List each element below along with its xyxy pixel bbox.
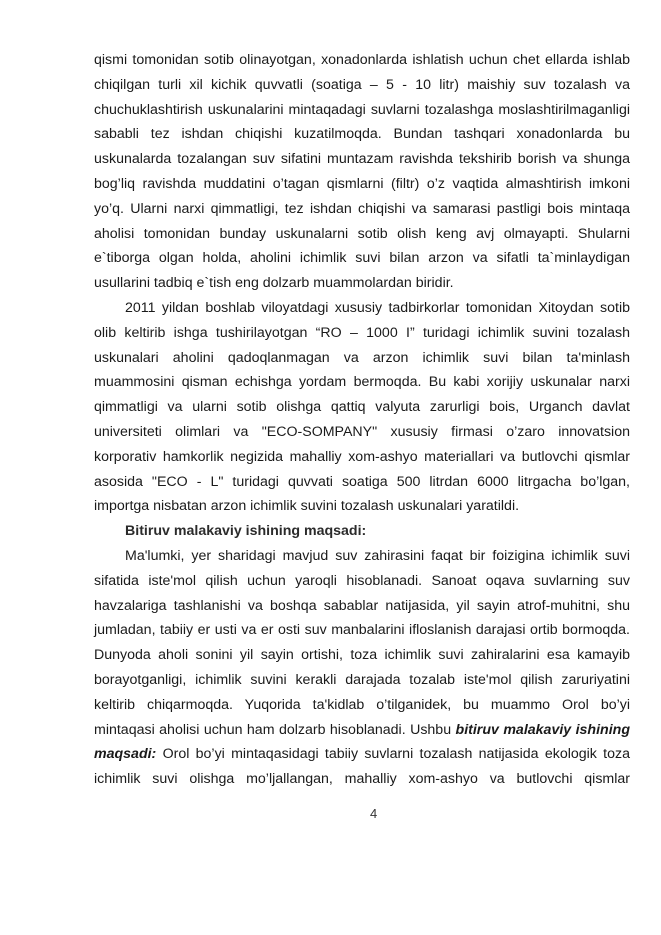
text-run: mintaqasi aholisi uchun ham dolzarb hisoblanadi. Ushbu: [94, 721, 456, 738]
text-line: muammosini qisman echishga yordam bermoqda. Bu kabi xorijiy uskunalar narxi: [94, 374, 630, 391]
text-line: havzalariga tashlanishi va boshqa sabablar natijasida, yil sayin atrof-muhitni, shu: [94, 597, 630, 614]
text-line: jumladan, tabiiy er usti va er osti suv manbalarini ifloslanish darajasi ortib bormoqda.: [94, 622, 630, 639]
paragraph-3: [94, 544, 630, 792]
text-line: borayotganligi, ichimlik suvini kerakli darajada tozalab iste'mol qilish zaruriyatini: [94, 671, 630, 688]
text-line: korporativ hamkorlik negizida mahalliy xom-ashyo materiallari va butlovchi qismlar: [94, 448, 630, 465]
document-page: [94, 48, 630, 792]
text-line: chuchuklashtirish uskunalarini mintaqadagi suvlarni tozalashga moslashtirilmaganligi: [94, 101, 630, 118]
text-line: chiqilgan turli xil kichik quvvatli (soatiga – 5 - 10 litr) maishiy suv tozalash va: [94, 76, 630, 93]
text-line: sifatida iste'mol qilish uchun yaroqli hisoblanadi. Sanoat oqava suvlarning suv: [94, 572, 630, 589]
text-line: aholisi tomonidan bunday uskunalarni sotib olish keng avj olmayapti. Shularni: [94, 225, 630, 242]
text-run: Orol bo’yi mintaqasidagi tabiiy suvlarni tozalash natijasida ekologik toza: [156, 746, 630, 763]
text-line: asosida "ECO - L" turidagi quvvati soatiga 500 litrdan 6000 litrgacha bo’lgan,: [94, 473, 630, 490]
text-line: ichimlik suvi olishga mo’ljallangan, mahalliy xom-ashyo va butlovchi qismlar: [94, 771, 630, 788]
text-line: e`tiborga olgan holda, aholini ichimlik suvi bilan arzon va sifatli ta`minlaydigan: [94, 250, 630, 267]
text-line: qismi tomonidan sotib olinayotgan, xonadonlarda ishlatish uchun chet ellarda ishlab: [94, 52, 630, 68]
text-line: sababli tez ishdan chiqishi kuzatilmoqda. Bundan tashqari xonadonlarda bu: [94, 126, 630, 143]
text-line: Dunyoda aholi sonini yil sayin ortishi, toza ichimlik suvi zahiralarini esa kamayib: [94, 647, 630, 664]
page-number: 4: [370, 806, 378, 821]
text-line: usullarini tadbiq e`tish eng dolzarb muammolardan biridir.: [94, 275, 454, 292]
paragraph-1: [94, 48, 630, 296]
text-line: Ma'lumki, yer sharidagi mavjud suv zahirasini faqat bir foizigina ichimlik suvi: [125, 547, 630, 564]
emphasis-text: bitiruv malakaviy ishining: [455, 721, 630, 738]
text-line: importga nisbatan arzon ichimlik suvini tozalash uskunalari yaratildi.: [94, 498, 520, 515]
text-line: yo’q. Ularni narxi qimmatligi, tez ishdan chiqishi va samarasi pastligi bois mintaqa: [94, 200, 630, 217]
text-line: bog’liq ravishda muddatini o’tagan qismlarni (filtr) o’z vaqtida almashtirish imkoni: [94, 175, 630, 192]
paragraph-2: [94, 296, 630, 519]
text-line: uskunalarda tozalangan suv sifatini muntazam ravishda tekshirib borish va shunga: [94, 151, 630, 168]
text-line: [94, 718, 630, 743]
text-line: universiteti olimlari va "ECO-SOMPANY" xususiy firmasi o’zaro innovatsion: [94, 423, 630, 440]
text-line: [94, 742, 630, 767]
text-line: 2011 yildan boshlab viloyatdagi xususiy tadbirkorlar tomonidan Xitoydan sotib: [125, 299, 630, 316]
section-heading: Bitiruv malakaviy ishining maqsadi:: [125, 523, 367, 540]
emphasis-text: maqsadi:: [94, 746, 157, 763]
text-line: keltirib chiqarmoqda. Yuqorida ta'kidlab o’tilganidek, bu muammo Orol bo’yi: [94, 696, 630, 713]
text-line: uskunalari aholini qadoqlanmagan va arzon ichimlik suvi bilan ta'minlash: [94, 349, 630, 366]
text-line: qimmatligi va ularni sotib olishga qattiq valyuta zarurligi bois, Urganch davlat: [94, 399, 630, 416]
text-line: olib keltirib ishga tushirilayotgan “RO – 1000 I” turidagi ichimlik suvini tozalash: [94, 324, 630, 341]
